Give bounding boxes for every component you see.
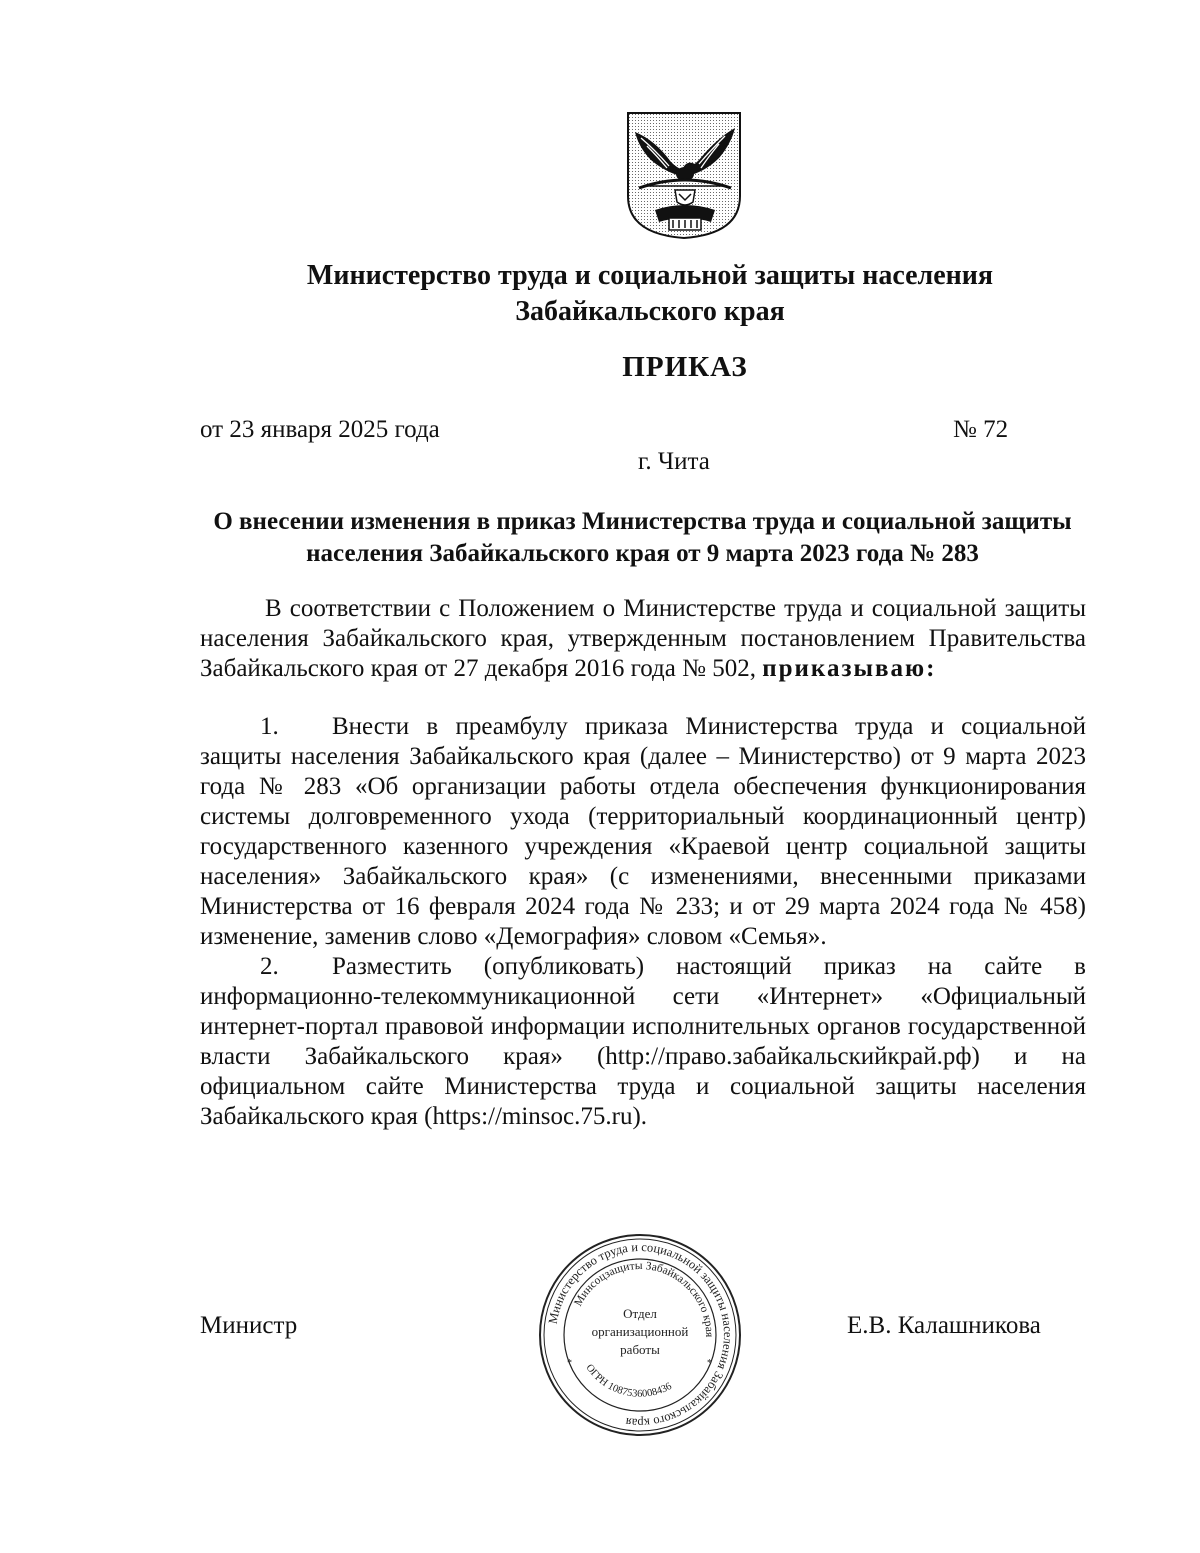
order-item-1: [200, 712, 1086, 952]
stamp-center-line-2: организационной: [591, 1324, 689, 1339]
order-item-1-text: Внести в преамбулу приказа Министерства труда и социальной защиты населения Забайкальского края (далее – Министерство) от 9 марта 2023 года № 283 «Об организации работы отдела обеспечения функционирования системы долговременного ухода (территориальный координационный центр) государственного казенного учреждения «Краевой центр социальной защиты населения» Забайкальского края» (с изменениями, внесенными приказами Министерства от 16 февраля 2024 года № 233; и от 29 марта 2024 года № 458) изменение, заменив слово «Демография» словом «Семья».: [200, 713, 1086, 950]
document-type-title: ПРИКАЗ: [622, 351, 748, 383]
signatory-name: Е.В. Калашникова: [847, 1312, 1041, 1339]
order-city: г. Чита: [638, 448, 710, 475]
decree-word: приказываю:: [762, 655, 937, 682]
order-item-2-text: Разместить (опубликовать) настоящий приказ на сайте в информационно-телекоммуникационной сети «Интернет» «Официальный интернет-портал правовой информации исполнительных органов государственной власти Забайкальского края» (http://право.забайкальскийкрай.рф) и на официальном сайте Министерства труда и социальной защиты населения Забайкальского края (https://minsoc.75.ru).: [200, 953, 1086, 1130]
order-item-2-number: 2.: [260, 953, 279, 980]
stamp-center-line-1: Отдел: [623, 1306, 657, 1321]
ministry-name-line-1: Министерство труда и социальной защиты населения: [306, 260, 994, 291]
order-item-2: [200, 952, 1086, 1132]
order-number: № 72: [953, 416, 1009, 443]
order-item-1-number: 1.: [260, 713, 279, 740]
signatory-title: Министр: [200, 1312, 298, 1339]
order-date: от 23 января 2025 года: [200, 416, 440, 443]
stamp-outer-text: Министерство труда и социальной защиты населения Забайкальского края: [545, 1239, 736, 1431]
subject-line-2: населения Забайкальского края от 9 марта 2023 года № 283: [306, 540, 979, 567]
subject-line-1: О внесении изменения в приказ Министерства труда и социальной защиты: [213, 508, 1072, 535]
stamp-center-line-3: работы: [620, 1342, 660, 1357]
coat-of-arms-emblem: [625, 110, 743, 240]
stamp-star-right: *: [707, 1358, 712, 1369]
official-stamp: [537, 1232, 743, 1438]
ministry-name: [200, 258, 1100, 330]
order-body: [200, 594, 1086, 1132]
stamp-ogrn: ОГРН 1087536008436: [583, 1362, 674, 1400]
preamble-text: В соответствии с Положением о Министерстве труда и социальной защиты населения Забайкальского края, утвержденным постановлением Правительства Забайкальского края от 27 декабря 2016 года № 502,: [200, 595, 1086, 682]
order-subject: [200, 506, 1085, 570]
stamp-star-left: *: [567, 1358, 572, 1369]
ministry-name-line-2: Забайкальского края: [515, 296, 785, 327]
stamp-inner-text: Минсоцзащиты Забайкальского края: [572, 1259, 716, 1338]
preamble-paragraph: [200, 594, 1086, 684]
